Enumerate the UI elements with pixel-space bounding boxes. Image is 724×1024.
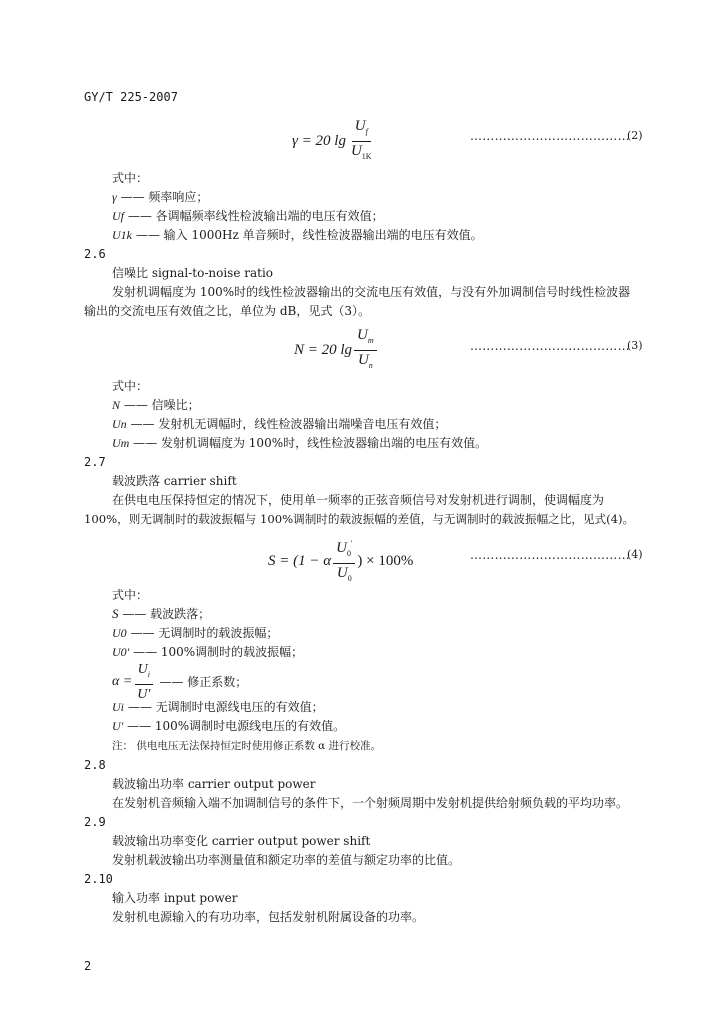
equation-3-denominator-sub: n — [368, 361, 373, 370]
definition-u1k — [112, 227, 483, 243]
equation-3-lhs: N = 20 lg — [294, 342, 353, 358]
alpha-lhs: α = — [112, 673, 133, 689]
equation-4 — [268, 535, 413, 587]
section-2-9-title: 载波输出功率变化 carrier output power shift — [112, 834, 371, 848]
equation-4-numerator-prime: ' — [350, 539, 353, 548]
definition-symbol: N — [112, 398, 121, 412]
equation-2-numerator-sub: f — [365, 127, 368, 136]
equation-2-leader-dots: ………………………………… — [470, 129, 630, 143]
definition-symbol: γ — [112, 190, 117, 204]
definition-gamma — [112, 189, 208, 205]
definition-symbol: Uf — [112, 209, 124, 223]
equation-2-numerator: U — [354, 118, 366, 134]
definition-text: —— 输入 1000Hz 单音频时，线性检波器输出端的电压有效值。 — [135, 228, 483, 242]
alpha-numerator: U — [137, 662, 148, 677]
alpha-formula — [112, 661, 247, 703]
page-number: 2 — [84, 959, 92, 973]
equation-3-number: (3) — [627, 339, 643, 352]
section-2-10-title: 输入功率 input power — [112, 891, 238, 905]
equation-4-numerator: U — [336, 540, 347, 556]
definition-s — [112, 606, 210, 622]
definition-uf — [112, 208, 384, 224]
equation-2-denominator-sub: 1K — [361, 152, 372, 161]
where-label-2: 式中： — [112, 379, 149, 393]
where-label-1: 式中： — [112, 171, 149, 185]
alpha-numerator-sub: i — [147, 669, 151, 679]
section-2-7-paragraph-line-2: 100%，则无调制时的载波振幅与 100%调制时的载波振幅的差值，与无调制时的载波振幅之比，见式(4)。 — [84, 512, 635, 526]
definition-text: —— 载波跌落； — [122, 607, 211, 621]
section-2-8-paragraph: 在发射机音频输入端不加调制信号的条件下，一个射频周期中发射机提供给射频负载的平均功率。 — [112, 796, 629, 810]
document-code-header: GY/T 225-2007 — [84, 90, 178, 104]
equation-3-denominator: U — [357, 352, 369, 368]
alpha-description: —— 修正系数； — [159, 675, 248, 690]
equation-4-lhs: S = (1 − α — [268, 552, 332, 569]
section-2-8-number: 2.8 — [84, 758, 106, 772]
section-2-10-number: 2.10 — [84, 872, 113, 886]
equation-2-lhs: γ = 20 lg — [292, 133, 346, 149]
section-2-7-title: 载波跌落 carrier shift — [112, 474, 237, 488]
definition-text: —— 发射机无调幅时，线性检波器输出端噪音电压有效值； — [130, 417, 447, 431]
note-text: 注： 供电电压无法保持恒定时使用修正系数 α 进行校准。 — [112, 740, 382, 752]
definition-text: —— 发射机调幅度为 100%时，线性检波器输出端的电压有效值。 — [133, 436, 488, 450]
definition-text: —— 信噪比； — [123, 398, 200, 412]
definition-symbol: S — [112, 606, 119, 621]
section-2-8-title: 载波输出功率 carrier output power — [112, 777, 316, 791]
definition-symbol: U0 — [112, 626, 127, 640]
definition-symbol: U' — [112, 719, 124, 733]
section-2-7-paragraph-line-1: 在供电电压保持恒定的情况下，使用单一频率的正弦音频信号对发射机进行调制，使调幅度为 — [112, 493, 605, 507]
definition-un — [112, 416, 446, 432]
definition-text: —— 100%调制时电源线电压的有效值。 — [127, 719, 346, 733]
equation-4-rhs: ) × 100% — [357, 552, 414, 569]
definition-symbol: U1k — [112, 228, 132, 242]
section-2-9-paragraph: 发射机载波输出功率测量值和额定功率的差值与额定功率的比值。 — [112, 853, 461, 867]
where-label-3: 式中： — [112, 588, 149, 602]
equation-3 — [294, 327, 379, 374]
alpha-denominator: U' — [137, 686, 151, 702]
definition-n — [112, 397, 200, 413]
definition-text: —— 无调制时电源线电压的有效值； — [127, 700, 324, 714]
definition-u0 — [112, 625, 278, 641]
equation-3-numerator: U — [357, 327, 368, 343]
definition-ui — [112, 699, 324, 715]
equation-4-numerator-sub: 0 — [346, 549, 351, 558]
equation-2-number: (2) — [627, 129, 643, 142]
section-2-6-number: 2.6 — [84, 247, 106, 261]
definition-text: —— 各调幅频率线性检波输出端的电压有效值； — [127, 209, 384, 223]
equation-4-denominator-sub: 0 — [347, 574, 352, 583]
definition-symbol: U0' — [112, 645, 130, 659]
definition-symbol: Un — [112, 417, 127, 431]
section-2-7-number: 2.7 — [84, 455, 106, 469]
definition-u-prime — [112, 718, 345, 734]
equation-4-denominator: U — [336, 565, 348, 581]
definition-text: —— 100%调制时的载波振幅； — [133, 645, 304, 659]
equation-2 — [292, 118, 377, 165]
section-2-6-title: 信噪比 signal-to-noise ratio — [112, 266, 274, 280]
definition-u0-prime — [112, 644, 303, 660]
equation-3-numerator-sub: m — [367, 336, 374, 345]
equation-3-leader-dots: ………………………………… — [470, 339, 630, 353]
definition-symbol: Um — [112, 436, 130, 450]
section-2-6-paragraph-line-2: 输出的交流电压有效值之比，单位为 dB，见式（3）。 — [84, 304, 370, 318]
equation-4-leader-dots: ………………………………… — [470, 548, 630, 562]
definition-text: —— 频率响应； — [120, 190, 209, 204]
definition-symbol: Ui — [112, 700, 124, 714]
section-2-10-paragraph: 发射机电源输入的有功功率，包括发射机附属设备的功率。 — [112, 910, 425, 924]
equation-4-number: (4) — [627, 548, 643, 561]
equation-2-denominator: U — [350, 143, 362, 159]
section-2-6-paragraph-line-1: 发射机调幅度为 100%时的线性检波器输出的交流电压有效值，与没有外加调制信号时线性检波器 — [112, 285, 631, 299]
section-2-9-number: 2.9 — [84, 815, 106, 829]
definition-um — [112, 435, 487, 451]
definition-text: —— 无调制时的载波振幅； — [130, 626, 279, 640]
